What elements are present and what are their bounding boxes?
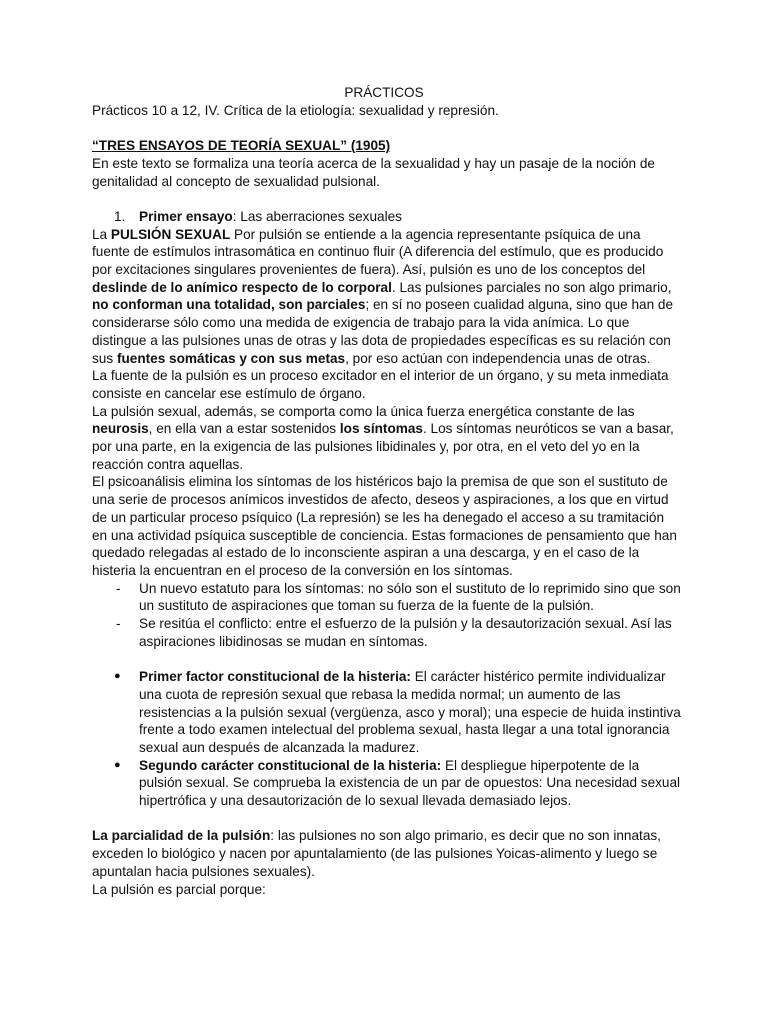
list-item (92, 615, 682, 650)
bold-text: no conforman una totalidad, son parciales (92, 297, 366, 313)
paragraph-parcialidad (92, 827, 682, 880)
paragraph-pulsion-sexual (92, 226, 682, 368)
dash-marker: - (116, 580, 121, 596)
spacer (92, 119, 682, 137)
paragraph-psicoanalisis: El psicoanálisis elimina los síntomas de los histéricos bajo la premisa de que son el sustituto de una serie de procesos anímicos investidos de afecto, deseos y aspiraciones, a los que en virtud de un particular proceso psíquico (La represión) se les ha denegado el acceso a su tramitación en una actividad psíquica susceptible de conciencia. Estas formaciones de pensamiento que han quedado relegadas al estado de lo inconsciente aspiran a una descarga, y en el caso de la histeria la encuentran en el proceso de la conversión en los síntomas. (92, 474, 677, 578)
bullet-list (92, 668, 682, 810)
page-title: PRÁCTICOS (344, 85, 424, 100)
list-item (92, 580, 682, 615)
text: La (92, 226, 111, 242)
intro-paragraph: En este texto se formaliza una teoría acerca de la sexualidad y hay un pasaje de la noción de genitalidad al concepto de sexualidad pulsional. (92, 155, 655, 189)
bold-text: La parcialidad de la pulsión (92, 828, 271, 844)
item-text: : Las aberraciones sexuales (232, 208, 402, 224)
text: , por eso actúan con independencia unas de otras. (345, 350, 651, 366)
text: La pulsión sexual, además, se comporta como la única fuerza energética constante de las (92, 403, 635, 419)
subtitle: Prácticos 10 a 12, IV. Crítica de la etiología: sexualidad y represión. (92, 102, 499, 118)
dash-list (92, 580, 682, 651)
list-item-text: El despliegue hiperpotente de la pulsión sexual. Se comprueba la existencia de un par de opuestos: Una necesidad sexual hipertrófica y una desautorización de lo sexual llevada demasiado lejos. (139, 757, 681, 809)
bold-text: Primer factor constitucional de la histeria: (139, 669, 411, 685)
paragraph-fuente: La fuente de la pulsión es un proceso excitador en el interior de un órgano, y su meta inmediata consiste en cancelar ese estímulo de órgano. (92, 368, 669, 401)
bullet-icon: ● (114, 670, 121, 683)
section-heading (92, 137, 682, 155)
bold-text: deslinde de lo anímico respecto de lo corporal (92, 279, 392, 295)
paragraph-neurosis (92, 403, 682, 474)
numbered-item (92, 208, 682, 226)
dash-marker: - (116, 616, 121, 632)
bold-text: Segundo carácter constitucional de la histeria: (139, 757, 442, 773)
text: . Los síntomas neuróticos se van a basar, por una parte, en la exigencia de las pulsiones libidinales y, por otra, en el veto del yo en la reacción contra aquellas. (92, 421, 674, 472)
list-item-text: Un nuevo estatuto para los síntomas: no sólo son el sustituto de lo reprimido sino que son un sustituto de aspiraciones que toman su fuerza de la fuente de la pulsión. (139, 580, 681, 614)
text: ; en sí no poseen cualidad alguna, sino que han de considerarse sólo como una medida de exigencia de trabajo para la vida anímica. Lo que distingue a las pulsiones unas de otras y las dota de propiedades específicas es su relación con sus (92, 297, 674, 366)
list-item-text: El carácter histérico permite individualizar una cuota de represión sexual que rebasa la medida normal; un aumento de las resistencias a la pulsión sexual (vergüenza, asco y moral); una especie de huida instintiva frente a todo examen intelectual del problema sexual, hasta llegar a una total ignorancia sexual aun después de alcanzada la madurez. (139, 669, 681, 755)
text: . Las pulsiones parciales no son algo primario, (391, 279, 672, 295)
spacer (92, 810, 682, 828)
spacer (92, 190, 682, 208)
spacer (92, 650, 682, 668)
paragraph-final: La pulsión es parcial porque: (92, 881, 266, 897)
bullet-icon: ● (114, 758, 121, 771)
text: Por pulsión se entiende a la agencia representante psíquica de una fuente de estímulos intrasomática en continuo fluir (A diferencia del estímulo, que es producido por excitaciones singulares provenientes de fuera). Así, pulsión es uno de los conceptos del (92, 226, 664, 277)
section-heading-text: “TRES ENSAYOS DE TEORÍA SEXUAL” (1905) (92, 138, 391, 154)
list-item (92, 757, 682, 810)
bold-text: PULSIÓN SEXUAL (110, 226, 231, 242)
item-bold: Primer ensayo (139, 208, 233, 224)
list-item (92, 668, 682, 757)
list-item-text: Se resitúa el conflicto: entre el esfuerzo de la pulsión y la desautorización sexual. Así las aspiraciones libidinosas se mudan en síntomas. (139, 616, 672, 649)
bold-text: neurosis (92, 421, 149, 437)
text: : las pulsiones no son algo primario, es decir que no son innatas, exceden lo biológico y nacen por apuntalamiento (de las pulsiones Yoicas-alimento y luego se apuntalan hacia pulsiones sexuales). (92, 828, 661, 879)
bold-text: los síntomas (339, 421, 423, 437)
text: , en ella van a estar sostenidos (148, 421, 340, 437)
item-number: 1. (114, 208, 126, 224)
bold-text: fuentes somáticas y con sus metas (116, 350, 346, 366)
